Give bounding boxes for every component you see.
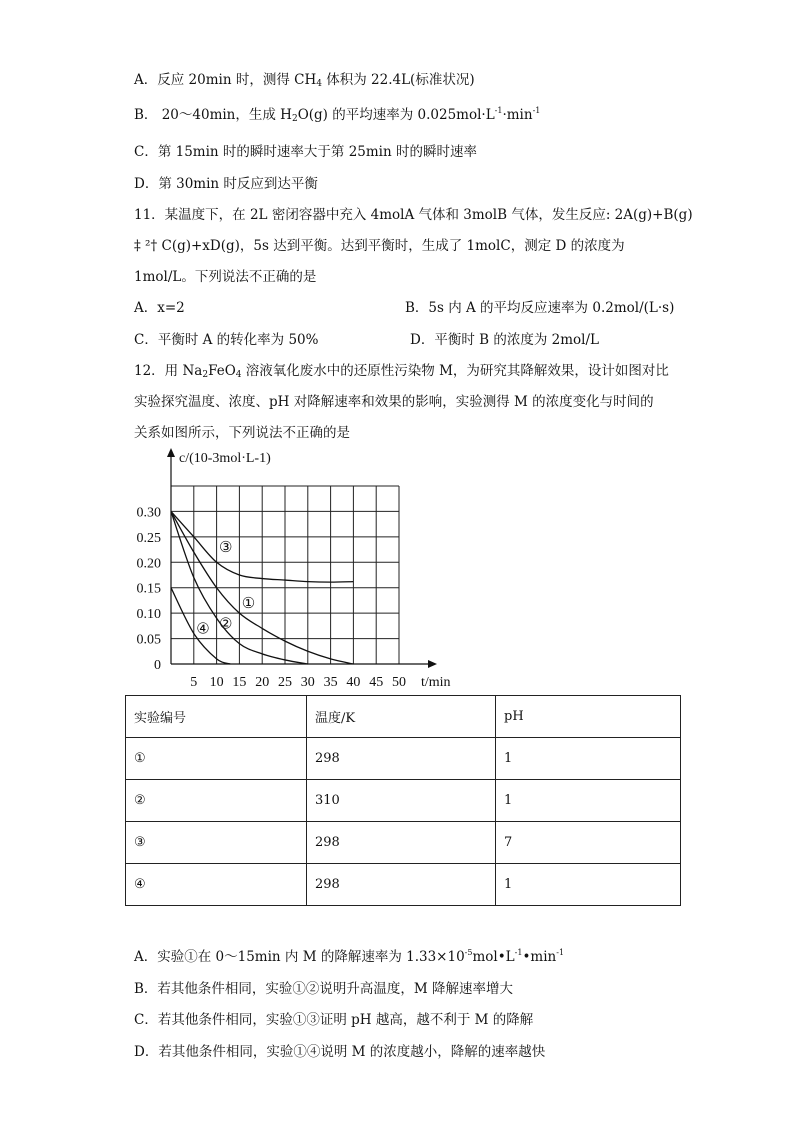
y-tick-label: 0.15 — [136, 581, 161, 597]
q11-stem-line2: ‡ ²† C(g)+xD(g)，5s 达到平衡。达到平衡时，生成了 1molC，测定 D 的浓度为 — [134, 238, 625, 254]
q12-option-b: B．若其他条件相同，实验①②说明升高温度，M 降解速率增大 — [134, 981, 514, 997]
x-axis-label: t/min — [421, 675, 451, 690]
subscript: 4 — [316, 79, 322, 89]
q12-option-a — [134, 945, 564, 965]
q10-option-a — [134, 68, 475, 89]
subscript: 4 — [235, 370, 242, 380]
table-row — [126, 822, 681, 864]
q12-stem-line2: 实验探究温度、浓度、pH 对降解速率和效果的影响，实验测得 M 的浓度变化与时间的 — [134, 394, 654, 410]
x-tick-label: 15 — [232, 675, 247, 690]
q12-option-a-text: A．实验①在 0～15min 内 M 的降解速率为 1.33×10 — [134, 949, 465, 965]
q10-option-c: C．第 15min 时的瞬时速率大于第 25min 时的瞬时速率 — [134, 144, 477, 160]
q12-option-d: D．若其他条件相同，实验①④说明 M 的浓度越小，降解的速率越快 — [134, 1044, 546, 1060]
q10-option-b-text-mid: O(g) 的平均速率为 0.025mol·L — [297, 107, 495, 123]
table-cell: 310 — [307, 780, 496, 822]
series-label: ③ — [218, 540, 233, 557]
concentration-time-chart — [125, 440, 455, 695]
table-cell: 298 — [307, 738, 496, 780]
q11-option-b: B．5s 内 A 的平均反应速率为 0.2mol/(L·s) — [405, 300, 675, 316]
experiment-table — [125, 695, 681, 906]
table-cell: 1 — [496, 864, 681, 906]
q12-option-c: C．若其他条件相同，实验①③证明 pH 越高，越不利于 M 的降解 — [134, 1012, 534, 1028]
x-tick-label: 40 — [346, 675, 361, 690]
superscript: -1 — [514, 948, 523, 957]
series-label: ④ — [196, 621, 210, 638]
table-cell: 1 — [496, 738, 681, 780]
x-tick-label: 50 — [392, 675, 406, 690]
superscript: -1 — [494, 106, 503, 115]
table-cell: ④ — [126, 864, 307, 906]
table-cell: ② — [126, 780, 307, 822]
q12-stem-formula: FeO — [208, 363, 236, 379]
y-tick-label: 0.30 — [136, 505, 161, 521]
y-axis-label: c/(10-3mol·L-1) — [179, 451, 271, 466]
subscript: 2 — [291, 114, 298, 124]
q11-option-a: A．x=2 — [134, 300, 185, 316]
series-label: ② — [218, 616, 233, 633]
x-tick-label: 35 — [323, 675, 338, 690]
x-tick-label: 25 — [278, 675, 292, 690]
x-tick-label: 45 — [369, 675, 384, 690]
table-row — [126, 780, 681, 822]
table-cell: 7 — [496, 822, 681, 864]
table-header: 温度/K — [307, 696, 496, 738]
table-header-row — [126, 696, 681, 738]
y-tick-label: 0.25 — [136, 530, 161, 546]
table-cell: 298 — [307, 864, 496, 906]
series-label: ① — [241, 595, 256, 612]
superscript: -1 — [556, 948, 565, 957]
q11-option-d: D．平衡时 B 的浓度为 2mol/L — [410, 332, 599, 348]
q12-stem-line3: 关系如图所示，下列说法不正确的是 — [134, 425, 350, 441]
q10-option-a-text-end: 体积为 22.4L(标准状况) — [321, 72, 475, 88]
q12-stem-text-end: 溶液氧化废水中的还原性污染物 M，为研究其降解效果，设计如图对比 — [241, 363, 669, 379]
q10-option-b — [134, 103, 540, 124]
table-header: 实验编号 — [126, 696, 307, 738]
y-tick-label: 0 — [154, 658, 161, 673]
q10-option-b-text: B． 20～40min，生成 H — [134, 107, 292, 123]
q11-stem-line1: 11．某温度下，在 2L 密闭容器中充入 4molA 气体和 3molB 气体，发生反应: 2A(g)+B(g) — [134, 207, 693, 223]
q10-option-b-text-unit: ·min — [502, 107, 533, 123]
q10-option-a-text: A．反应 20min 时，测得 CH — [134, 72, 317, 88]
x-tick-label: 10 — [209, 675, 224, 690]
x-tick-label: 20 — [255, 675, 270, 690]
x-axis-arrow — [428, 660, 437, 668]
q12-stem-text: 12．用 Na — [134, 363, 203, 379]
table-row — [126, 864, 681, 906]
y-tick-label: 0.05 — [136, 632, 161, 648]
q10-option-d: D．第 30min 时反应到达平衡 — [134, 176, 318, 192]
table-cell: 1 — [496, 780, 681, 822]
table-cell: ① — [126, 738, 307, 780]
q12-stem-line1 — [134, 359, 669, 380]
table-cell: ③ — [126, 822, 307, 864]
y-axis-arrow — [167, 448, 175, 457]
q11-option-c: C．平衡时 A 的转化率为 50% — [134, 332, 319, 348]
y-tick-label: 0.20 — [136, 556, 161, 572]
superscript: -5 — [464, 948, 473, 957]
q12-option-a-unit: mol•L — [472, 949, 515, 965]
superscript: -1 — [532, 106, 541, 115]
table-row — [126, 738, 681, 780]
subscript: 2 — [202, 370, 209, 380]
y-tick-label: 0.10 — [136, 607, 161, 623]
q11-stem-line3: 1mol/L。下列说法不正确的是 — [134, 269, 317, 285]
table-header: pH — [496, 696, 681, 738]
x-tick-label: 30 — [300, 675, 315, 690]
x-tick-label: 5 — [190, 675, 198, 690]
table-cell: 298 — [307, 822, 496, 864]
q12-option-a-unit2: •min — [522, 949, 557, 965]
